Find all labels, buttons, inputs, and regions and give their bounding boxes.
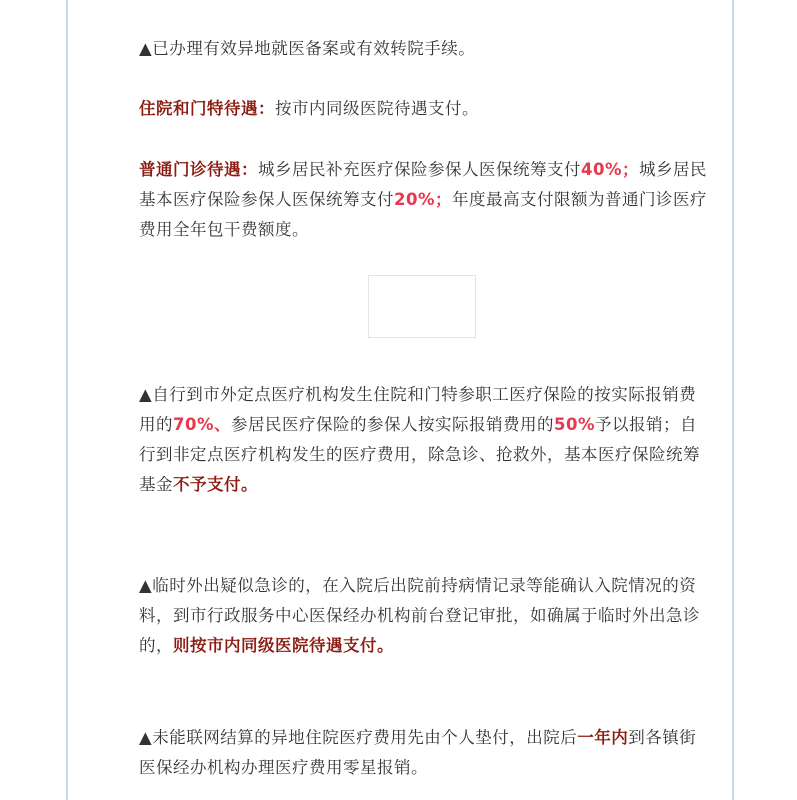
paragraph-outpatient-benefit bbox=[139, 155, 709, 245]
highlight-percent: 20%； bbox=[394, 190, 452, 209]
paragraph-emergency bbox=[139, 571, 709, 661]
highlight-text: 则按市内同级医院待遇支付。 bbox=[173, 636, 394, 655]
paragraph-record-filing bbox=[139, 34, 709, 64]
body-text: 到各镇街医保经办机构办理医疗费用零星报销。 bbox=[139, 728, 697, 777]
highlight-text: 一年内 bbox=[577, 728, 629, 747]
body-text: 城乡居民基本医疗保险参保人医保统筹支付 bbox=[139, 160, 707, 209]
body-text: 予以报销；自行到非定点医疗机构发生的医疗费用，除急诊、抢救外，基本医疗保险统筹基金 bbox=[139, 415, 700, 494]
body-text: ▲已办理有效异地就医备案或有效转院手续。 bbox=[139, 39, 476, 58]
highlight-text: 普通门诊待遇： bbox=[139, 160, 258, 179]
highlight-text: 住院和门特待遇： bbox=[139, 99, 275, 118]
highlight-text: 不予支付。 bbox=[173, 475, 258, 494]
body-text: ▲未能联网结算的异地住院医疗费用先由个人垫付，出院后 bbox=[139, 728, 578, 747]
body-text: 年度最高支付限额为普通门诊医疗费用全年包干费额度。 bbox=[139, 190, 707, 239]
highlight-percent: 50% bbox=[554, 415, 595, 434]
highlight-percent: 70%、 bbox=[173, 415, 231, 434]
body-text: ▲临时外出疑似急诊的，在入院后出院前持病情记录等能确认入院情况的资料，到市行政服务中心医保经办机构前台登记审批，如确属于临时外出急诊的， bbox=[139, 576, 700, 655]
image-placeholder bbox=[368, 275, 476, 338]
highlight-percent: 40%； bbox=[581, 160, 639, 179]
paragraph-inpatient-benefit bbox=[139, 94, 709, 124]
body-text: 按市内同级医院待遇支付。 bbox=[275, 99, 479, 118]
body-text: ▲自行到市外定点医疗机构发生住院和门特参职工医疗保险的按实际报销费用的 bbox=[139, 385, 697, 434]
body-text: 城乡居民补充医疗保险参保人医保统筹支付 bbox=[258, 160, 581, 179]
paragraph-manual-reimbursement bbox=[139, 723, 709, 783]
body-text: 参居民医疗保险的参保人按实际报销费用的 bbox=[231, 415, 554, 434]
paragraph-self-referral bbox=[139, 380, 709, 500]
